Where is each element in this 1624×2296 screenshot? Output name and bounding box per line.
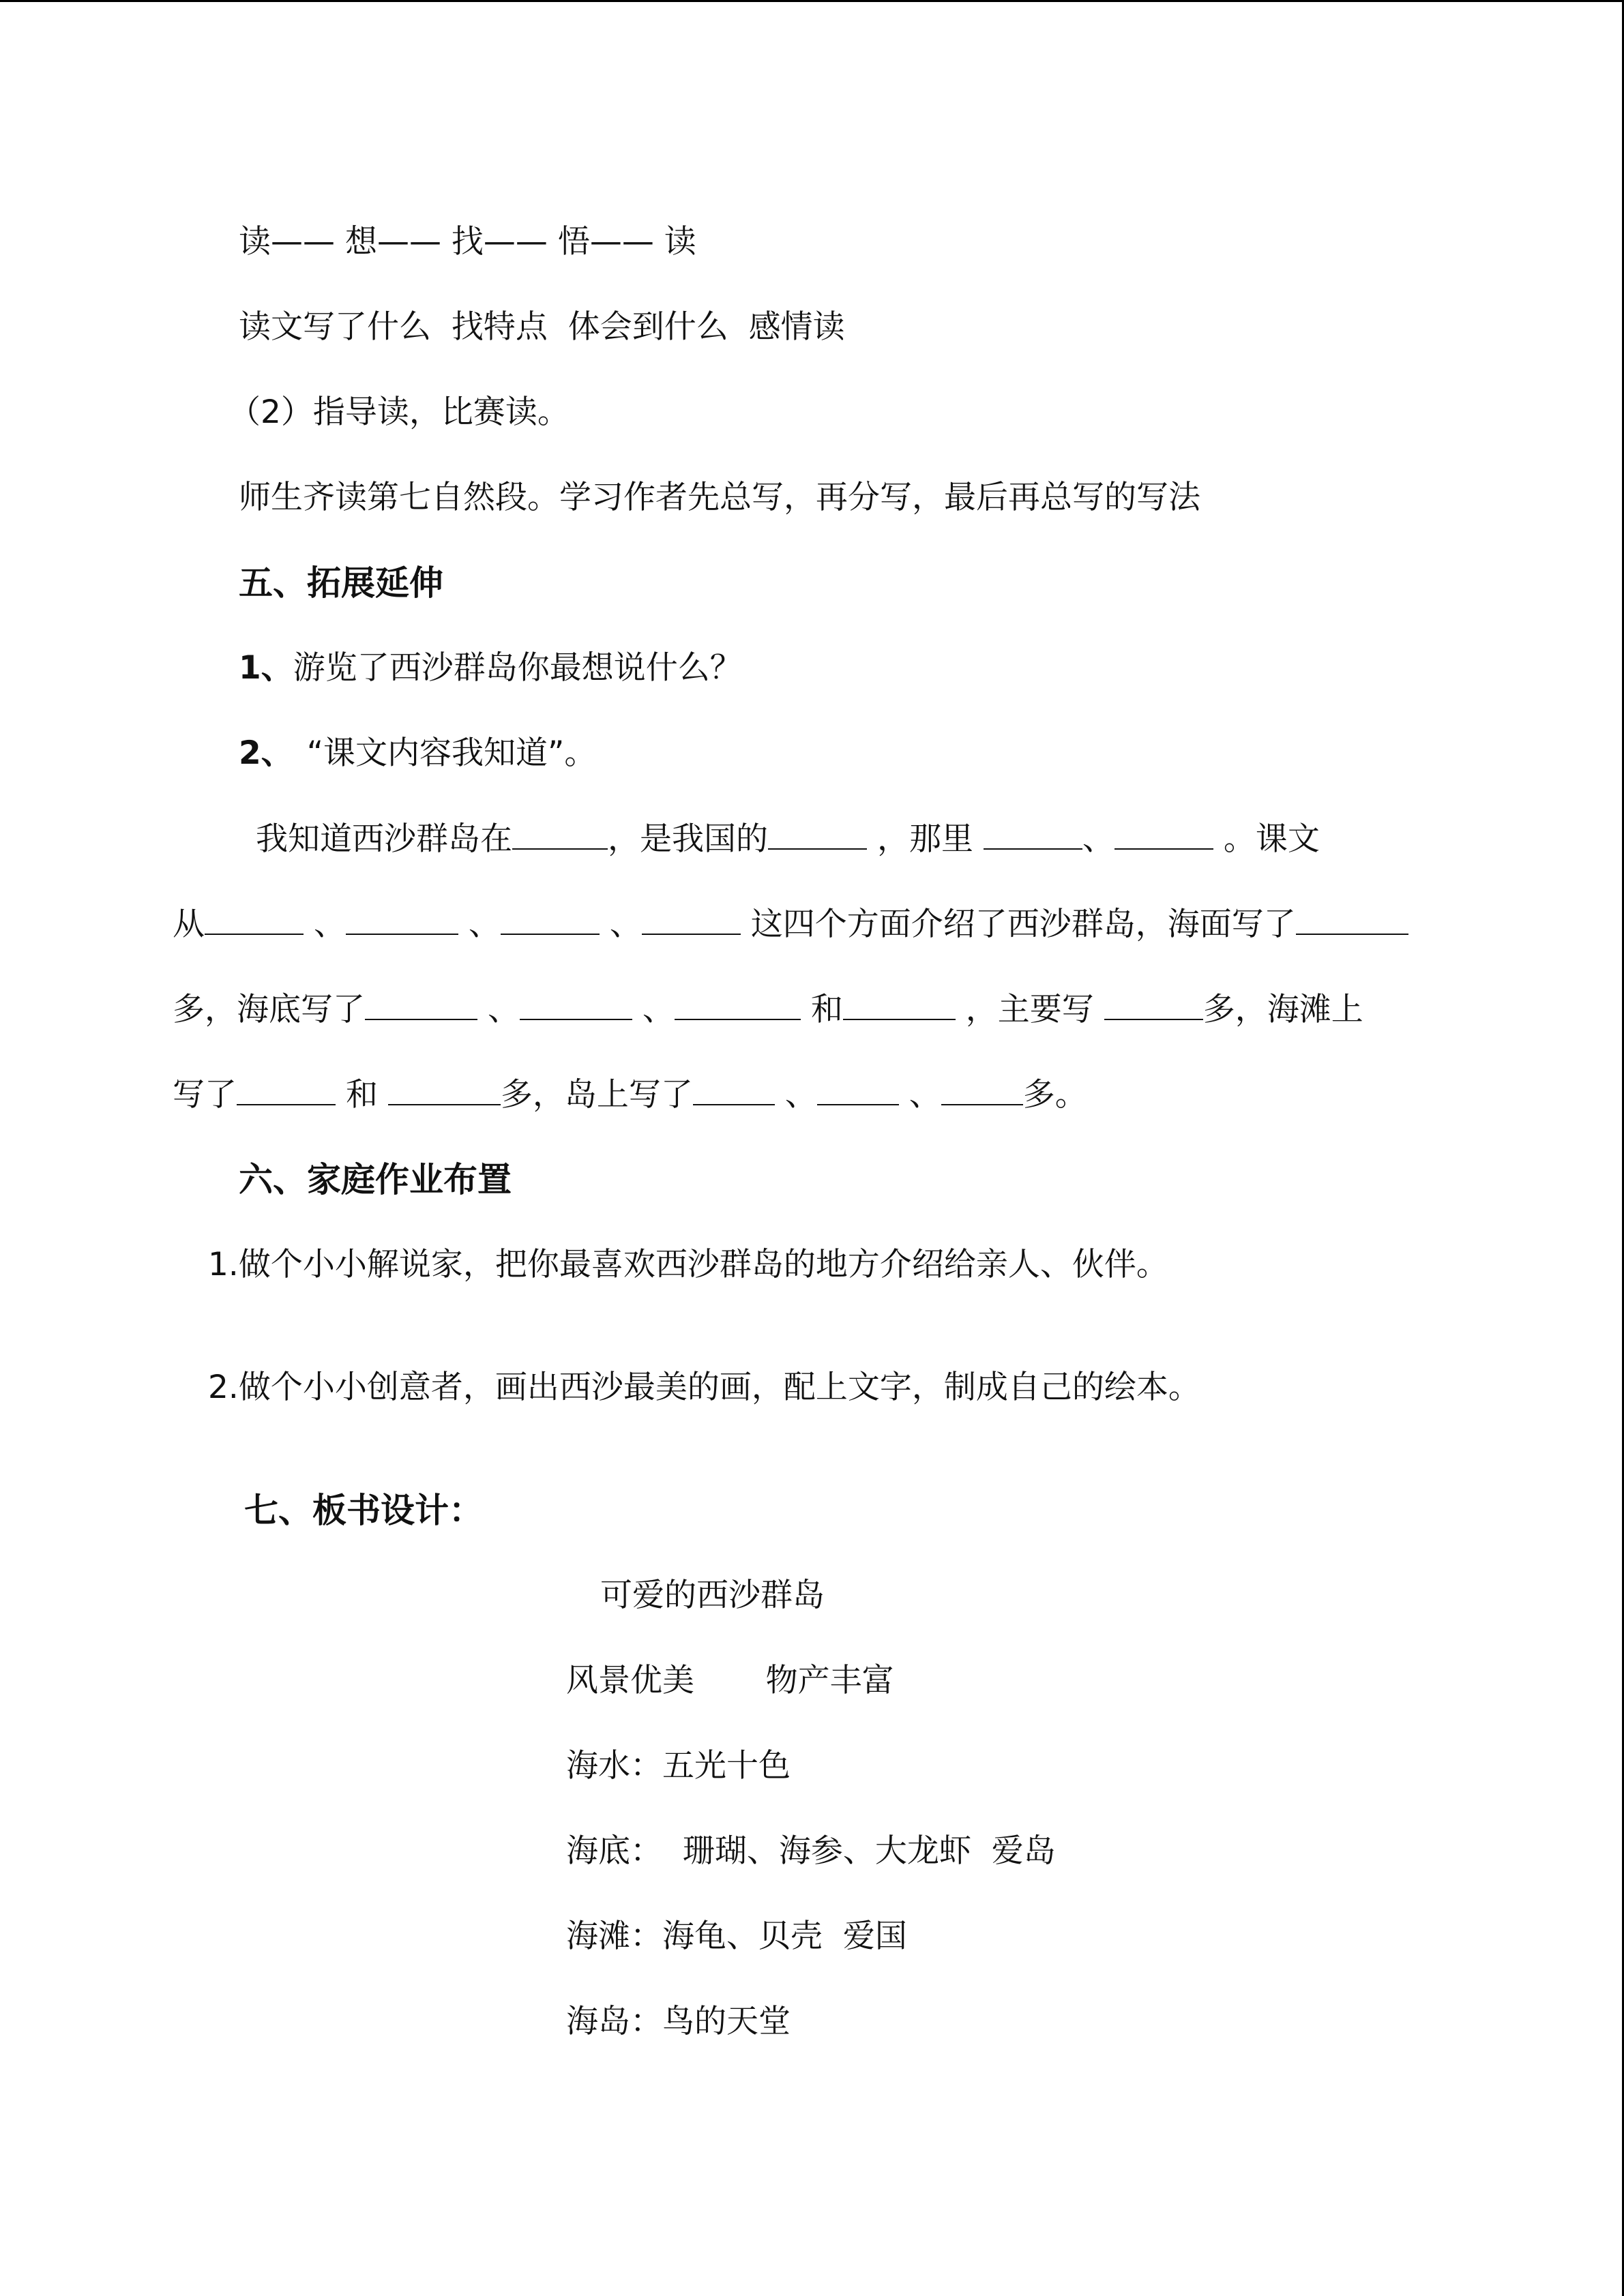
fill-blank[interactable] [843, 989, 956, 1020]
board-line-5: 海岛：鸟的天堂 [566, 2003, 791, 2040]
section6-title: 六、家庭作业布置 [239, 1160, 512, 1199]
fill-blank[interactable] [205, 904, 304, 935]
fill-text: 、 [632, 991, 675, 1028]
fill-blank[interactable] [984, 818, 1082, 850]
fill-blank[interactable] [388, 1074, 501, 1105]
fill-line-4 [173, 1074, 1087, 1116]
fill-text: 多。 [1022, 1076, 1087, 1114]
fill-text: 和 [336, 1076, 388, 1114]
seventh-paragraph: 师生齐读第七自然段。学习作者先总写，再分写，最后再总写的写法 [239, 479, 1200, 516]
guided-reading: （2）指导读，比赛读。 [228, 393, 570, 431]
homework-item-2: 2.做个小小创意者，画出西沙最美的画，配上文字，制成自己的绘本。 [208, 1369, 1200, 1406]
fill-blank[interactable] [693, 1074, 775, 1105]
section7-title: 七、板书设计： [244, 1491, 483, 1530]
reading-steps: 读—— 想—— 找—— 悟—— 读 [239, 223, 696, 260]
fill-line-3 [173, 989, 1363, 1030]
section5-q2 [239, 733, 596, 774]
q2-text: “课文内容我知道”。 [306, 734, 597, 772]
fill-text: 我知道西沙群岛在 [256, 820, 512, 858]
fill-text: 、 [599, 906, 642, 943]
fill-text: ，那里 [867, 820, 984, 858]
fill-text: 、 [898, 1076, 941, 1114]
fill-text: 、 [458, 906, 501, 943]
fill-text: 这四个方面介绍了西沙群岛，海面写了 [740, 906, 1296, 943]
fill-blank[interactable] [512, 818, 608, 850]
fill-text: 、 [304, 906, 346, 943]
fill-blank[interactable] [237, 1074, 336, 1105]
q1-text: 游览了西沙群岛你最想说什么？ [293, 649, 742, 687]
section5-q1 [239, 648, 742, 689]
fill-text: 多，岛上写了 [500, 1076, 693, 1114]
q1-number: 1、 [239, 649, 293, 687]
fill-text: 多，海底写了 [173, 991, 365, 1028]
fill-line-2 [173, 904, 1408, 945]
fill-text: 。课文 [1213, 820, 1320, 858]
fill-text: ，主要写 [955, 991, 1104, 1028]
board-line-4: 海滩：海龟、贝壳 爱国 [566, 1918, 907, 1955]
board-line-1: 风景优美 物产丰富 [566, 1662, 894, 1699]
q2-number: 2、 [239, 734, 293, 772]
fill-text: 、 [774, 1076, 817, 1114]
fill-text: 和 [800, 991, 843, 1028]
fill-line-1 [256, 818, 1320, 860]
section5-title: 五、拓展延伸 [239, 563, 443, 603]
reading-steps-detail: 读文写了什么 找特点 体会到什么 感情读 [239, 308, 845, 346]
fill-blank[interactable] [1104, 989, 1203, 1020]
fill-blank[interactable] [675, 989, 801, 1020]
board-line-2: 海水：五光十色 [566, 1747, 791, 1785]
board-title: 可爱的西沙群岛 [600, 1577, 825, 1614]
page-border-top [0, 0, 1624, 2]
fill-text: 、 [1082, 820, 1114, 858]
fill-blank[interactable] [1296, 904, 1408, 935]
fill-blank[interactable] [941, 1074, 1023, 1105]
fill-blank[interactable] [346, 904, 458, 935]
fill-blank[interactable] [768, 818, 867, 850]
fill-blank[interactable] [1114, 818, 1213, 850]
board-line-3: 海底： 珊瑚、海参、大龙虾 爱岛 [566, 1832, 1056, 1870]
fill-text: 从 [173, 906, 205, 943]
fill-text: 写了 [173, 1076, 237, 1114]
fill-text: ，是我国的 [608, 820, 768, 858]
fill-text: 多，海滩上 [1202, 991, 1363, 1028]
fill-blank[interactable] [642, 904, 741, 935]
fill-blank[interactable] [501, 904, 600, 935]
homework-item-1: 1.做个小小解说家，把你最喜欢西沙群岛的地方介绍给亲人、伙伴。 [208, 1246, 1168, 1283]
fill-text: 、 [477, 991, 520, 1028]
fill-blank[interactable] [520, 989, 632, 1020]
fill-blank[interactable] [817, 1074, 899, 1105]
fill-blank[interactable] [365, 989, 477, 1020]
